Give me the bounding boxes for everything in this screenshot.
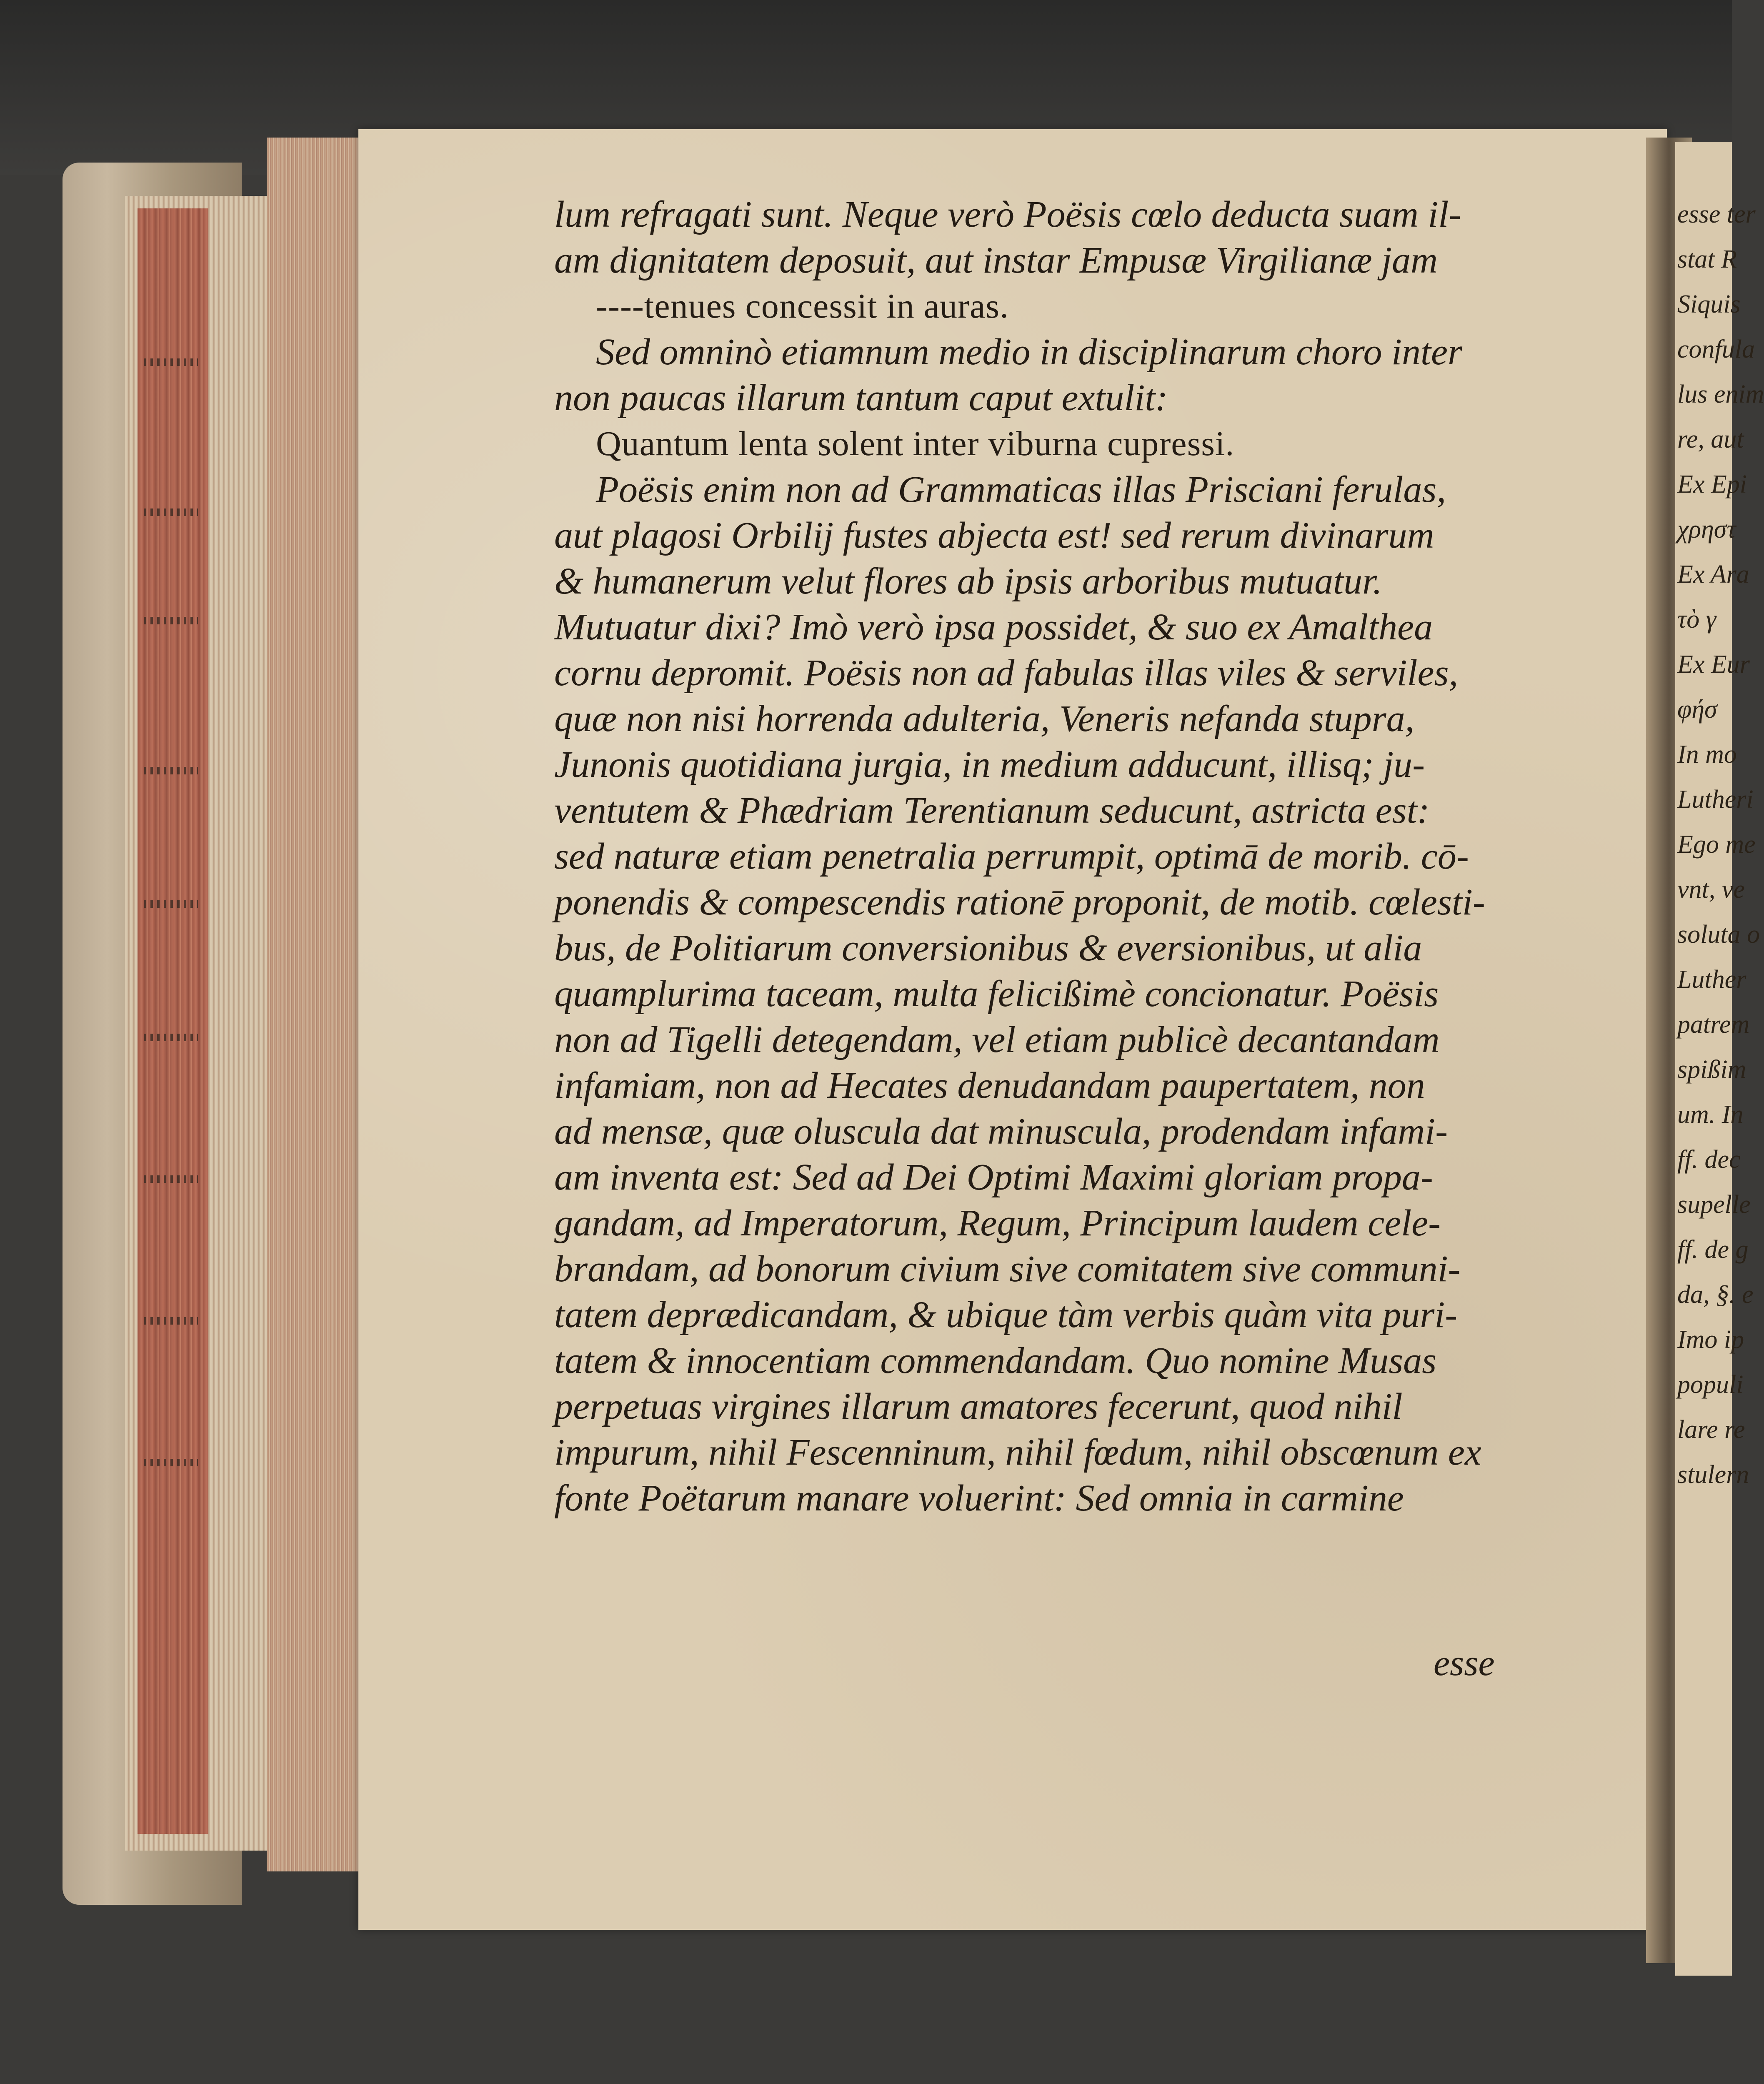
text-line: Mutuatur dixi? Imò verò ipsa possidet, & suo ex Amalthea (554, 606, 1433, 648)
facing-line: supelle (1677, 1190, 1751, 1219)
page-text (554, 192, 1554, 1521)
verse-quote: ----tenues concessit in auras. (596, 287, 1009, 326)
text-line: cornu depromit. Poësis non ad fabulas illas viles & serviles, (554, 652, 1459, 694)
facing-line: φήσ (1677, 695, 1717, 724)
text-line: brandam, ad bonorum civium sive comitatem sive communi- (554, 1248, 1461, 1290)
text-line: aut plagosi Orbilij fustes abjecta est! sed rerum divinarum (554, 515, 1434, 556)
facing-line: re, aut (1677, 425, 1744, 453)
facing-line: populi (1677, 1370, 1744, 1399)
text-line: fonte Poëtarum manare voluerint: Sed omnia in carmine (554, 1478, 1404, 1519)
text-line: & humanerum velut flores ab ipsis arboribus mutuatur. (554, 561, 1382, 602)
page-edge-marks (144, 358, 198, 1609)
text-line: ventutem & Phædriam Terentianum seducunt, astricta est: (554, 790, 1430, 831)
facing-line: stat R (1677, 245, 1737, 273)
text-line: infamiam, non ad Hecates denudandam paupertatem, non (554, 1065, 1425, 1106)
facing-line: esse ter (1677, 200, 1756, 228)
text-line: non paucas illarum tantum caput extulit: (554, 377, 1168, 418)
facing-line: soluta o (1677, 920, 1760, 949)
facing-line: χρηστ (1677, 515, 1736, 544)
text-line: perpetuas virgines illarum amatores fecerunt, quod nihil (554, 1386, 1403, 1427)
facing-line: vnt, ve (1677, 875, 1745, 904)
facing-line: patrem (1677, 1010, 1750, 1039)
text-line: quamplurima taceam, multa felicißimè concionatur. Poësis (554, 973, 1439, 1014)
facing-line: Ex Epi (1677, 470, 1747, 498)
facing-line: Siquis (1677, 290, 1741, 318)
facing-page-text (1677, 192, 1764, 1497)
text-line: non ad Tigelli detegendam, vel etiam publicè decantandam (554, 1019, 1440, 1060)
facing-line: Lutheri (1677, 785, 1754, 814)
facing-line: spißim (1677, 1055, 1746, 1084)
text-line: lum refragati sunt. Neque verò Poësis cœlo deducta suam il- (554, 194, 1461, 235)
facing-line: lare re (1677, 1415, 1745, 1444)
text-line: am dignitatem deposuit, aut instar Empusæ Virgilianæ jam (554, 240, 1438, 281)
text-line: ponendis & compescendis rationē proponit, de motib. cœlesti- (554, 882, 1485, 923)
text-line: impurum, nihil Fescenninum, nihil fœdum, nihil obscœnum ex (554, 1432, 1481, 1473)
facing-line: τὸ γ (1677, 605, 1716, 634)
facing-line: da, §. e (1677, 1280, 1754, 1309)
text-line: am inventa est: Sed ad Dei Optimi Maximi gloriam propa- (554, 1157, 1433, 1198)
facing-line: um. In (1677, 1100, 1744, 1129)
text-line: ad mensæ, quæ oluscula dat minuscula, prodendam infami- (554, 1111, 1448, 1152)
facing-line: Ego me (1677, 830, 1756, 859)
facing-line: confula (1677, 335, 1755, 363)
text-line: Junonis quotidiana jurgia, in medium adducunt, illisq; ju- (554, 744, 1425, 785)
catchword: esse (1434, 1643, 1495, 1683)
facing-line: Ex Eur (1677, 650, 1750, 679)
text-line: tatem deprædicandam, & ubique tàm verbis quàm vita puri- (554, 1294, 1458, 1335)
facing-line: ff. de g (1677, 1235, 1749, 1264)
facing-line: ff. dec (1677, 1145, 1741, 1174)
facing-line: Luther (1677, 965, 1746, 994)
text-line: gandam, ad Imperatorum, Regum, Principum laudem cele- (554, 1202, 1441, 1244)
verse-quote: Quantum lenta solent inter viburna cupressi. (596, 424, 1235, 463)
facing-line: lus enim (1677, 380, 1764, 408)
text-line: Poësis enim non ad Grammaticas illas Prisciani ferulas, (596, 469, 1446, 510)
text-line: tatem & innocentiam commendandam. Quo nomine Musas (554, 1340, 1437, 1381)
text-line: sed naturæ etiam penetralia perrumpit, optimā de morib. cō- (554, 836, 1469, 877)
text-line: quæ non nisi horrenda adulteria, Veneris nefanda stupra, (554, 698, 1415, 739)
facing-line: Ex Ara (1677, 560, 1749, 589)
text-line: bus, de Politiarum conversionibus & eversionibus, ut alia (554, 927, 1422, 969)
facing-line: Imo ip (1677, 1325, 1744, 1354)
facing-line: stulern (1677, 1460, 1749, 1489)
facing-line: In mo (1677, 740, 1737, 769)
page-stack-inner (267, 138, 363, 1871)
text-line: Sed omninò etiamnum medio in disciplinarum choro inter (596, 331, 1462, 373)
